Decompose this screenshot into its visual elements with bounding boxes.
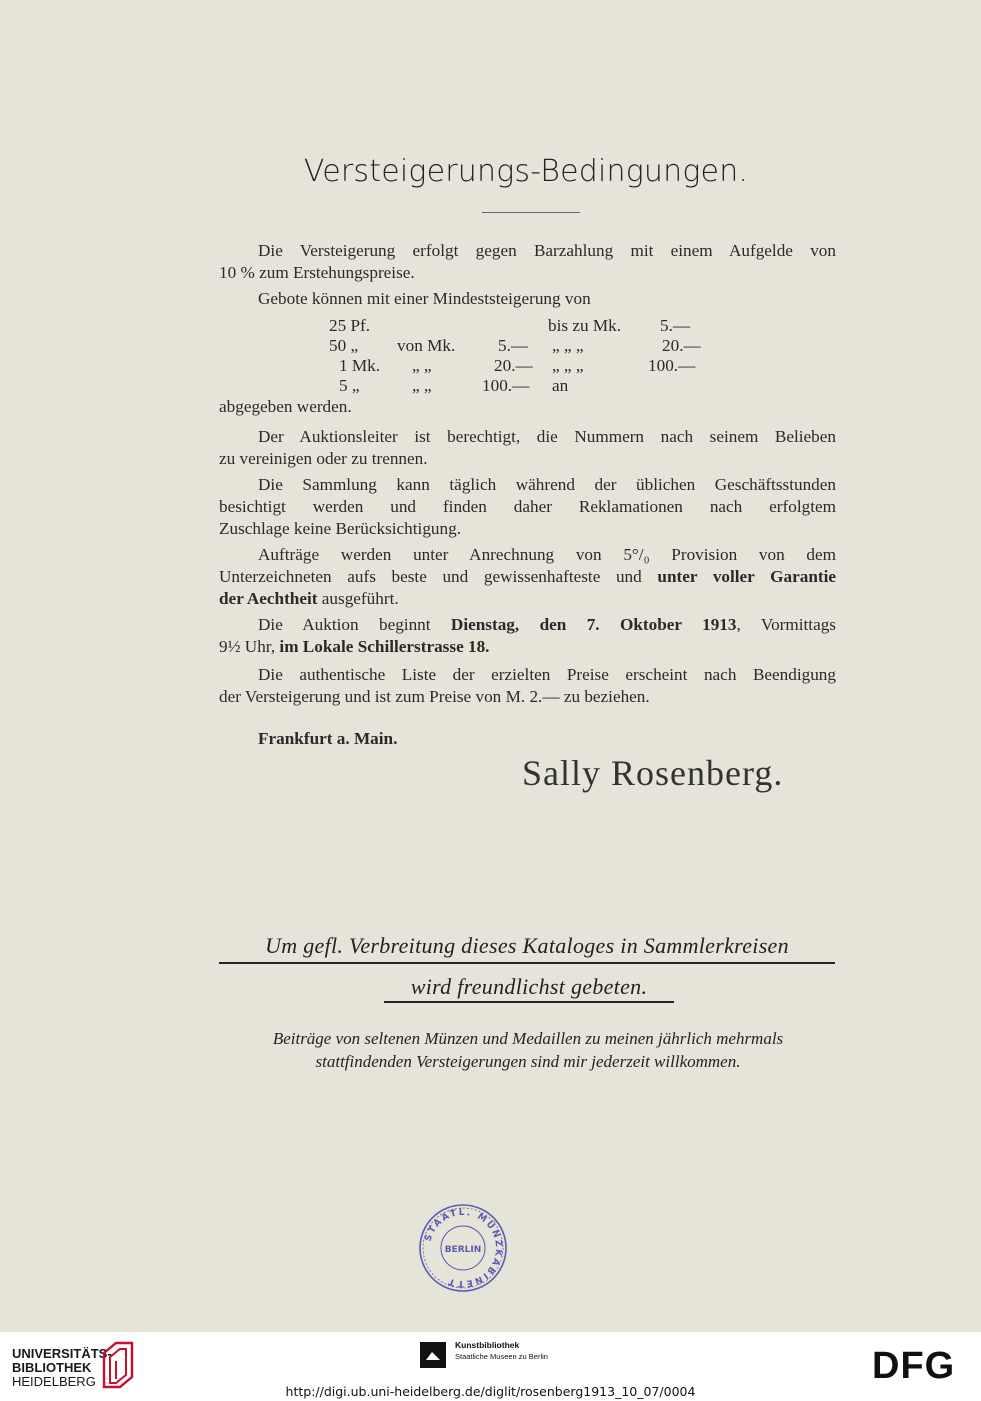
kunstbibliothek-label bbox=[455, 1340, 548, 1361]
text-line bbox=[219, 636, 489, 658]
paragraph-auctioneer bbox=[219, 426, 836, 448]
paragraph-commissions-cont bbox=[219, 588, 399, 610]
text-line: Die Versteigerung erfolgt gegen Barzahlung mit einem Aufgelde von bbox=[258, 241, 836, 260]
source-url[interactable]: http://digi.ub.uni-heidelberg.de/diglit/rosenberg1913_10_07/0004 bbox=[285, 1384, 696, 1399]
stamp-ring-text: STAATL. MÜNZKABINETT bbox=[423, 1207, 504, 1289]
paragraph-payment-cont bbox=[219, 262, 415, 284]
title-divider bbox=[482, 212, 580, 213]
text-line bbox=[219, 588, 399, 610]
ub-emblem-icon bbox=[100, 1339, 136, 1389]
text-line bbox=[219, 614, 836, 636]
dfg-logo: DFG bbox=[872, 1345, 956, 1387]
footnote-line: Beiträge von seltenen Münzen und Medaillen zu meinen jährlich mehrmals bbox=[272, 1029, 784, 1048]
text-line: Gebote können mit einer Mindeststeigerung von bbox=[258, 289, 591, 308]
bid-mid: 100.— bbox=[482, 376, 530, 395]
text-line: abgegeben werden. bbox=[219, 397, 352, 416]
text-run: ausgeführt. bbox=[317, 589, 399, 608]
place-line: Frankfurt a. Main. bbox=[258, 729, 398, 748]
stamp-center-text: BERLIN bbox=[444, 1245, 482, 1255]
text-line: 10 % zum Erstehungspreise. bbox=[219, 263, 415, 282]
bid-from: von Mk. bbox=[397, 336, 456, 355]
text-run: Unterzeichneten aufs beste und gewissenhafteste und bbox=[219, 567, 658, 586]
signature: Sally Rosenberg. bbox=[522, 753, 784, 793]
text-run: Die Auktion beginnt bbox=[258, 615, 451, 634]
paragraph-price-list-cont bbox=[219, 686, 650, 708]
bid-from: „ „ bbox=[412, 376, 432, 395]
bid-amount: 1 Mk. bbox=[339, 356, 381, 375]
bid-to: bis zu Mk. bbox=[548, 316, 622, 335]
paragraph-auction-date-cont bbox=[219, 636, 489, 658]
bold-authenticity: der Aechtheit bbox=[219, 589, 318, 608]
bold-venue: im Lokale Schillerstrasse 18. bbox=[279, 637, 490, 656]
text-run: , Vormittags bbox=[736, 615, 836, 634]
footnote-line: stattfindenden Versteigerungen sind mir jederzeit willkommen. bbox=[315, 1052, 741, 1071]
notice-underline-1 bbox=[219, 962, 835, 964]
text-line: Die authentische Liste der erzielten Preise erscheint nach Beendigung bbox=[258, 665, 836, 684]
kb-sub: Staatliche Museen zu Berlin bbox=[455, 1352, 548, 1361]
bid-upto: 5.— bbox=[660, 316, 691, 335]
text-line: zu vereinigen oder zu trennen. bbox=[219, 449, 428, 468]
text-line: der Versteigerung und ist zum Preise von M. 2.— zu beziehen. bbox=[219, 687, 650, 706]
bid-from: „ „ bbox=[412, 356, 432, 375]
ub-heidelberg-logo bbox=[12, 1347, 112, 1389]
paragraph-viewing-cont bbox=[219, 518, 461, 540]
text-run: 9½ Uhr, bbox=[219, 637, 280, 656]
paragraph-auctioneer-cont bbox=[219, 448, 428, 470]
text-line: Aufträge werden unter Anrechnung von 5°/₀ Provision von dem bbox=[258, 545, 836, 564]
bid-amount: 25 Pf. bbox=[329, 316, 371, 335]
footnote bbox=[210, 1027, 846, 1073]
page-title: Versteigerungs-Bedingungen. bbox=[303, 154, 749, 189]
paragraph-bids-end bbox=[219, 396, 352, 418]
paragraph-auction-date bbox=[219, 614, 836, 636]
ub-line: UNIVERSITÄTS- bbox=[12, 1346, 112, 1361]
bid-to: „ „ „ bbox=[552, 356, 584, 375]
bid-mid: 20.— bbox=[494, 356, 533, 375]
paragraph-viewing bbox=[219, 474, 836, 518]
text-line: Die Sammlung kann täglich während der üblichen Geschäftsstunden bbox=[258, 475, 836, 494]
paragraph-payment bbox=[219, 240, 836, 262]
bid-mid: 5.— bbox=[498, 336, 529, 355]
ub-line: HEIDELBERG bbox=[12, 1374, 96, 1389]
notice-line-1: Um gefl. Verbreitung dieses Kataloges in Sammlerkreisen bbox=[265, 933, 789, 958]
bold-guarantee: unter voller Garantie bbox=[657, 567, 837, 586]
text-line bbox=[219, 566, 836, 588]
bold-date: Dienstag, den 7. Oktober 1913 bbox=[450, 615, 737, 634]
kb-name: Kunstbibliothek bbox=[455, 1340, 520, 1350]
ub-line: BIBLIOTHEK bbox=[12, 1360, 92, 1375]
notice-line-2: wird freundlichst gebeten. bbox=[410, 974, 648, 999]
bid-to: „ „ „ bbox=[552, 336, 584, 355]
bid-upto: 100.— bbox=[648, 356, 696, 375]
paragraph-price-list bbox=[219, 664, 836, 686]
kunstbibliothek-logo-icon bbox=[418, 1340, 448, 1370]
text-line: besichtigt werden und finden daher Reklamationen nach erfolgtem bbox=[219, 497, 836, 516]
paragraph-bids-intro bbox=[258, 288, 591, 310]
text-line: Der Auktionsleiter ist berechtigt, die Nummern nach seinem Belieben bbox=[258, 427, 836, 446]
bid-upto: 20.— bbox=[662, 336, 701, 355]
text-line: Zuschlage keine Berücksichtigung. bbox=[219, 519, 461, 538]
bid-amount: 5 „ bbox=[339, 376, 360, 395]
notice-underline-2 bbox=[384, 1001, 674, 1003]
bid-to: an bbox=[552, 376, 569, 395]
museum-stamp-icon bbox=[417, 1202, 509, 1294]
bid-amount: 50 „ bbox=[329, 336, 359, 355]
paragraph-commissions bbox=[219, 544, 836, 588]
